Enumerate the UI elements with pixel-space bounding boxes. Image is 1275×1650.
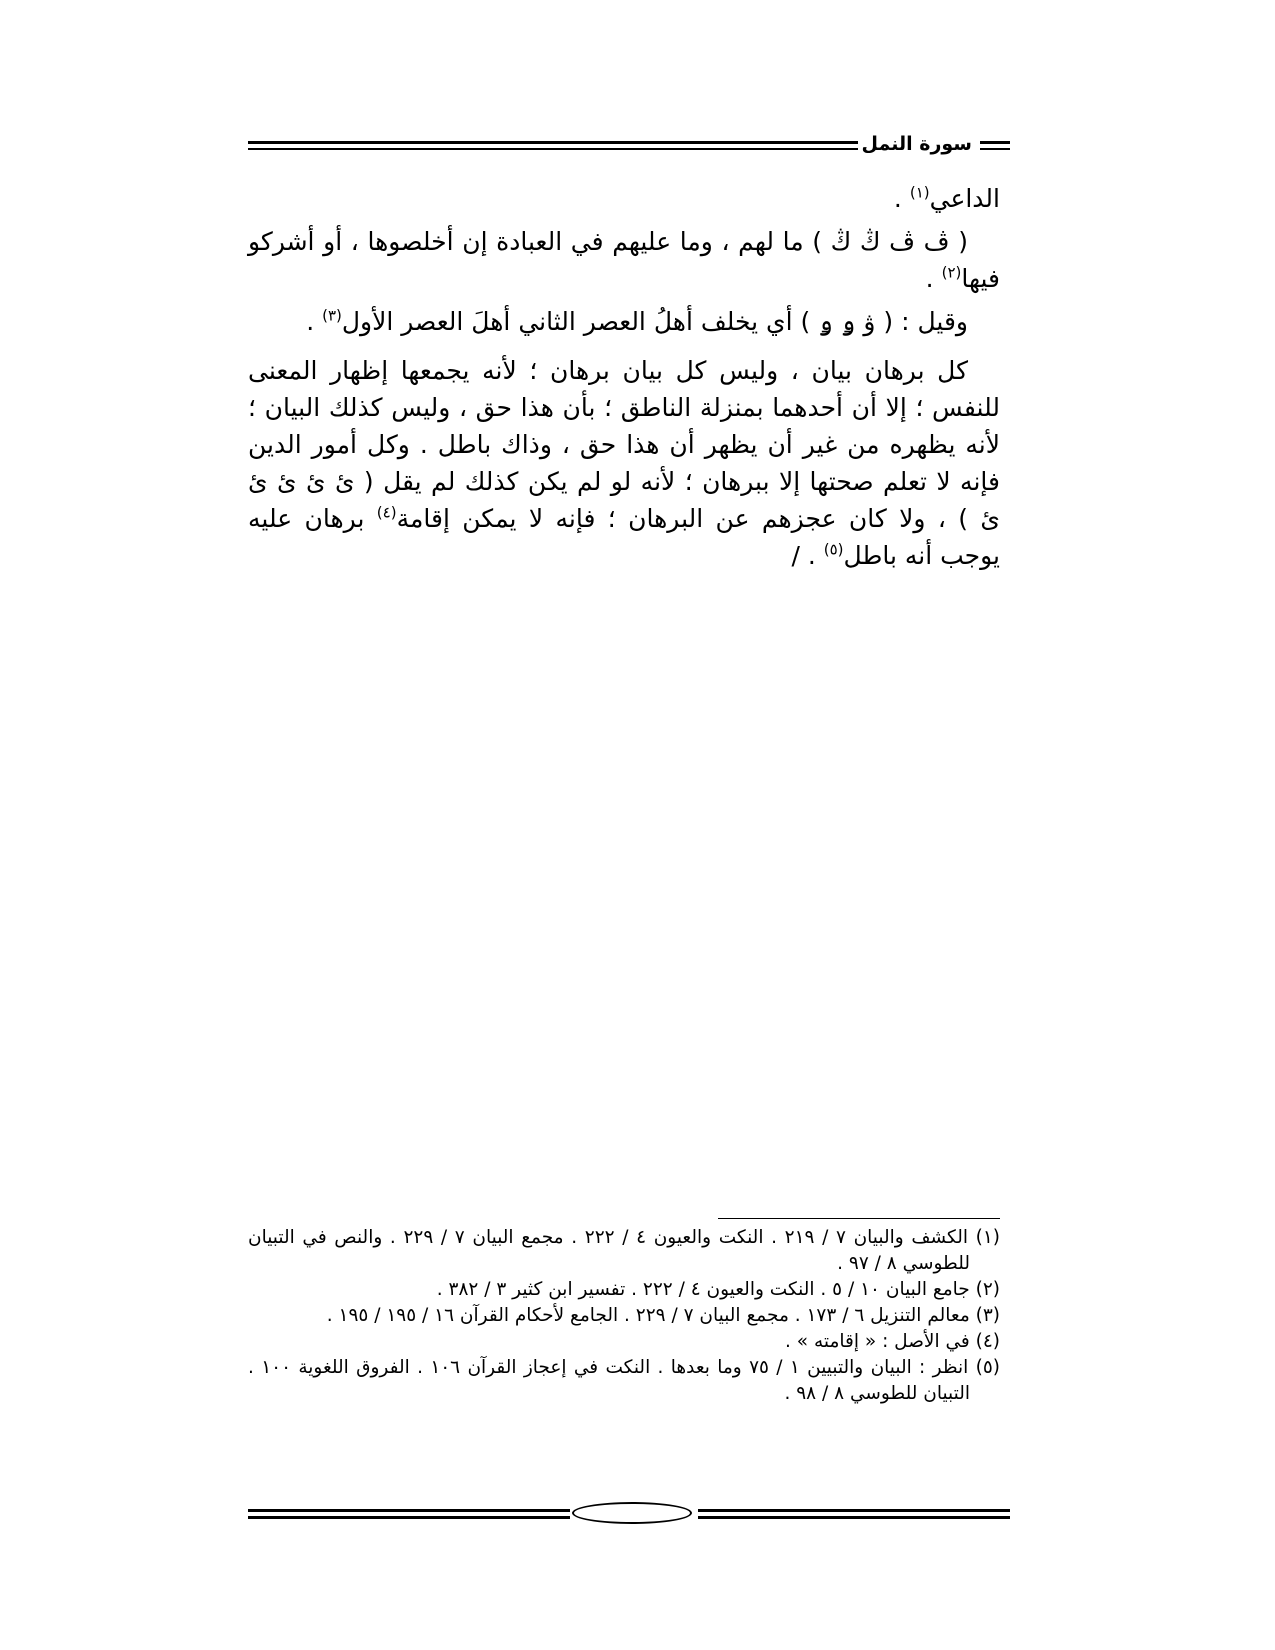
header-rule xyxy=(248,141,858,150)
quran-bracket-close: ) xyxy=(812,227,831,256)
paragraph-text: أي يخلف أهلُ العصر الثاني أهلَ العصر الأول xyxy=(341,307,801,336)
surah-title: سورة النمل xyxy=(861,133,972,155)
footnote-ref-4: (٤) xyxy=(376,503,397,522)
paragraph-text: الداعي xyxy=(929,184,1000,213)
quran-bracket-close: ) xyxy=(958,504,981,533)
footnote-ref-3: (٣) xyxy=(322,306,342,325)
footnote-separator xyxy=(718,1218,1000,1219)
footnote-4: (٤) في الأصل : « إقامته » . xyxy=(785,1331,1000,1352)
quran-verse-glyphs: ڤ ڤ ڭ ڭ xyxy=(830,227,950,256)
quran-bracket-open: ( xyxy=(949,227,968,256)
paragraph-lead: وقيل : xyxy=(893,307,968,336)
footnote-ref-5: (٥) xyxy=(823,540,844,559)
quran-verse-glyphs: ۋ ۅ ۅ xyxy=(818,307,876,336)
page-header xyxy=(248,132,1010,158)
paragraph-1 xyxy=(248,180,1000,217)
paragraph-text: برهان عليه يوجب أنه باطل xyxy=(248,504,1000,570)
paragraph-2 xyxy=(248,223,1000,297)
quran-bracket-open: ( xyxy=(354,467,374,496)
paragraph-3 xyxy=(248,303,1000,340)
quran-verse-glyphs: ئ ئ ئ ئ ئ xyxy=(248,467,1000,533)
quran-bracket-open: ( xyxy=(875,307,894,336)
paragraph-text: كل برهان بيان ، وليس كل بيان برهان ؛ لأنه يجمعها إظهار المعنى للنفس ؛ إلا أن أحدهما بمنزلة الناطق ؛ بأن هذا حق ، وليس كذلك البيان ؛ لأنه يظهره من غير أن يظهر أن هذا حق ، وذاك باطل . وكل أمور الدين فإنه لا تعلم صحتها إلا ببرهان ؛ لأنه لو لم يكن كذلك لم يقل xyxy=(248,356,1000,496)
footnote-1: (١) الكشف والبيان ٧ / ٢١٩ . النكت والعيون ٤ / ٢٢٢ . مجمع البيان ٧ / ٢٢٩ . والنص في التبيان للطوسي ٨ / ٩٧ . xyxy=(248,1227,1000,1274)
page-footer-ornament xyxy=(248,1502,1010,1526)
footer-rule-right xyxy=(698,1509,1010,1519)
paragraph-tail: . xyxy=(925,264,942,293)
paragraph-tail: . xyxy=(893,184,910,213)
footer-rule-left xyxy=(248,1509,570,1519)
footnote-3: (٣) معالم التنزيل ٦ / ١٧٣ . مجمع البيان ٧ / ٢٢٩ . الجامع لأحكام القرآن ١٦ / ١٩٥ / ١٩٥ . xyxy=(326,1305,1000,1326)
header-rule-short xyxy=(980,141,1010,150)
footnotes xyxy=(248,1225,1000,1407)
footnote-2: (٢) جامع البيان ١٠ / ٥ . النكت والعيون ٤ / ٢٢٢ . تفسير ابن كثير ٣ / ٣٨٢ . xyxy=(436,1279,1000,1300)
paragraph-tail: . / xyxy=(791,541,824,570)
footnote-ref-1: (١) xyxy=(909,183,930,202)
page-number-oval xyxy=(572,1502,692,1524)
paragraph-text: ما لهم ، وما عليهم في العبادة إن أخلصوها ، أو أشركو فيها xyxy=(248,227,1000,293)
main-text xyxy=(248,180,1000,580)
paragraph-tail: . xyxy=(306,307,323,336)
quran-bracket-close: ) xyxy=(800,307,819,336)
paragraph-4 xyxy=(248,352,1000,574)
footnote-5: (٥) انظر : البيان والتبيين ١ / ٧٥ وما بعدها . النكت في إعجاز القرآن ١٠٦ . الفروق اللغوية ١٠٠ . التبيان للطوسي ٨ / ٩٨ . xyxy=(248,1357,1000,1404)
footnote-ref-2: (٢) xyxy=(941,263,962,282)
paragraph-text: ، ولا كان عجزهم عن البرهان ؛ فإنه لا يمكن إقامة xyxy=(396,504,959,533)
